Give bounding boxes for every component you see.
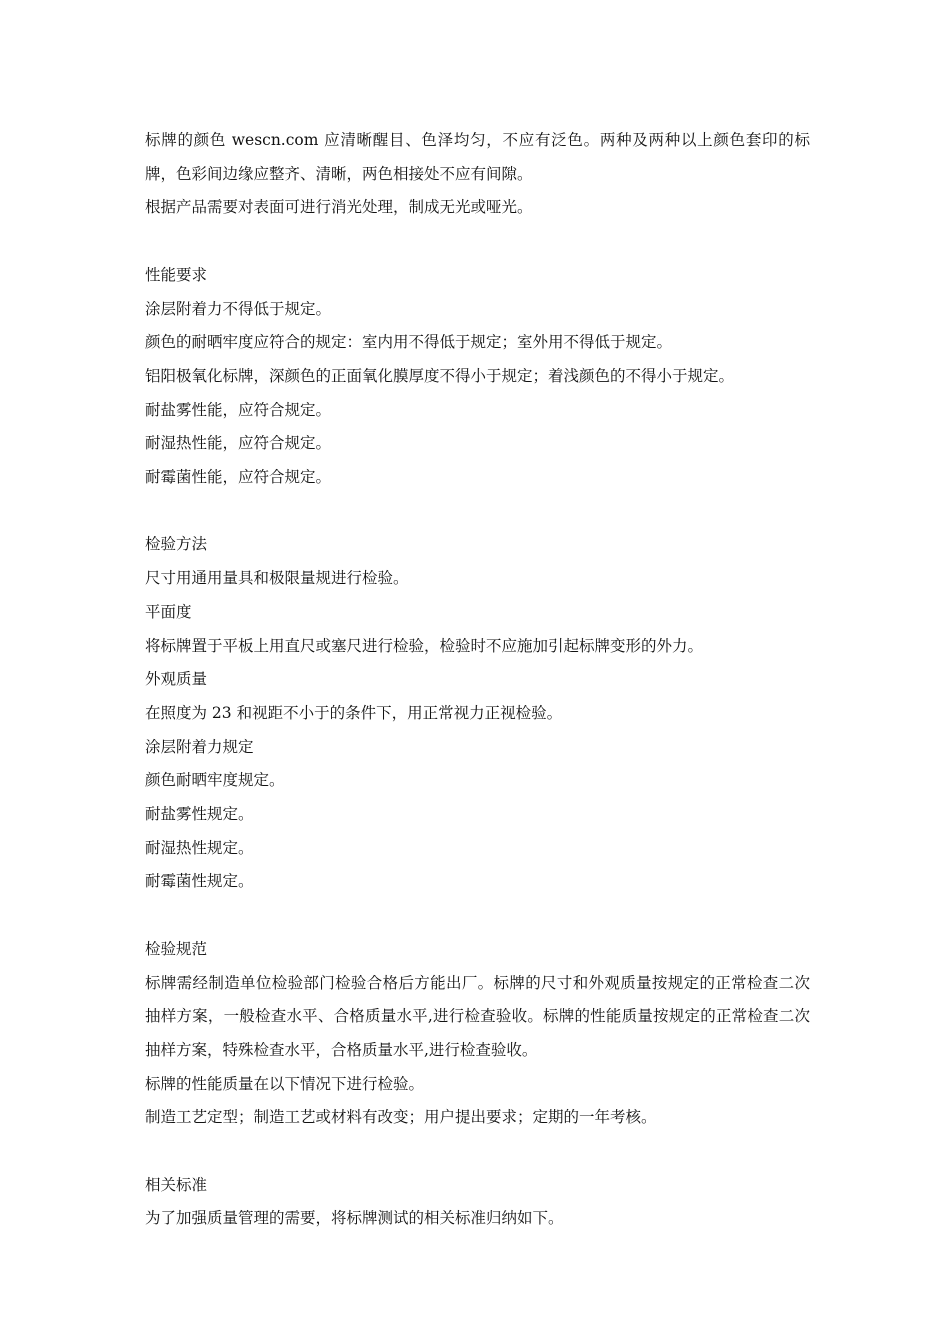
paragraph: 在照度为 23 和视距不小于的条件下，用正常视力正视检验。 [145, 703, 563, 722]
section-heading: 检验方法 [145, 535, 208, 554]
paragraph: 耐湿热性能，应符合规定。 [145, 434, 332, 453]
section-inspection-rules [145, 933, 810, 1135]
paragraph: 耐盐雾性能，应符合规定。 [145, 400, 332, 419]
document-body [145, 124, 810, 1236]
section-heading: 检验规范 [145, 939, 208, 958]
paragraph: 颜色的耐晒牢度应符合的规定：室内用不得低于规定；室外用不得低于规定。 [145, 333, 673, 352]
section-heading: 相关标准 [145, 1175, 208, 1194]
section-test-methods [145, 528, 810, 899]
paragraph: 将标牌置于平板上用直尺或塞尺进行检验，检验时不应施加引起标牌变形的外力。 [145, 636, 704, 655]
paragraph: 根据产品需要对表面可进行消光处理，制成无光或哑光。 [145, 198, 533, 217]
paragraph: 标牌需经制造单位检验部门检验合格后方能出厂。标牌的尺寸和外观质量按规定的正常检查二次抽样方案，一般检查水平、合格质量水平,进行检查验收。标牌的性能质量按规定的正常检查二次抽样方案，特殊检查水平，合格质量水平,进行检查验收。 [145, 973, 810, 1059]
section-related-standards [145, 1169, 810, 1236]
paragraph: 颜色耐晒牢度规定。 [145, 771, 285, 790]
paragraph: 耐盐雾性规定。 [145, 805, 254, 824]
paragraph: 为了加强质量管理的需要，将标牌测试的相关标准归纳如下。 [145, 1209, 564, 1228]
paragraph: 标牌的性能质量在以下情况下进行检验。 [145, 1074, 425, 1093]
paragraph: 标牌的颜色 wescn.com 应清晰醒目、色泽均匀，不应有泛色。两种及两种以上颜色套印的标牌，色彩间边缘应整齐、清晰，两色相接处不应有间隙。 [145, 131, 810, 183]
section-performance [145, 259, 810, 495]
paragraph: 涂层附着力不得低于规定。 [145, 299, 332, 318]
paragraph: 平面度 [145, 602, 192, 621]
paragraph: 尺寸用通用量具和极限量规进行检验。 [145, 569, 409, 588]
paragraph: 耐霉菌性规定。 [145, 872, 254, 891]
paragraph: 耐霉菌性能，应符合规定。 [145, 468, 332, 487]
paragraph: 外观质量 [145, 670, 208, 689]
paragraph: 耐湿热性规定。 [145, 838, 254, 857]
paragraph: 铝阳极氧化标牌，深颜色的正面氧化膜厚度不得小于规定；着浅颜色的不得小于规定。 [145, 366, 735, 385]
section-appearance [145, 124, 810, 225]
section-heading: 性能要求 [145, 265, 208, 284]
paragraph: 制造工艺定型；制造工艺或材料有改变；用户提出要求；定期的一年考核。 [145, 1108, 657, 1127]
paragraph: 涂层附着力规定 [145, 737, 254, 756]
